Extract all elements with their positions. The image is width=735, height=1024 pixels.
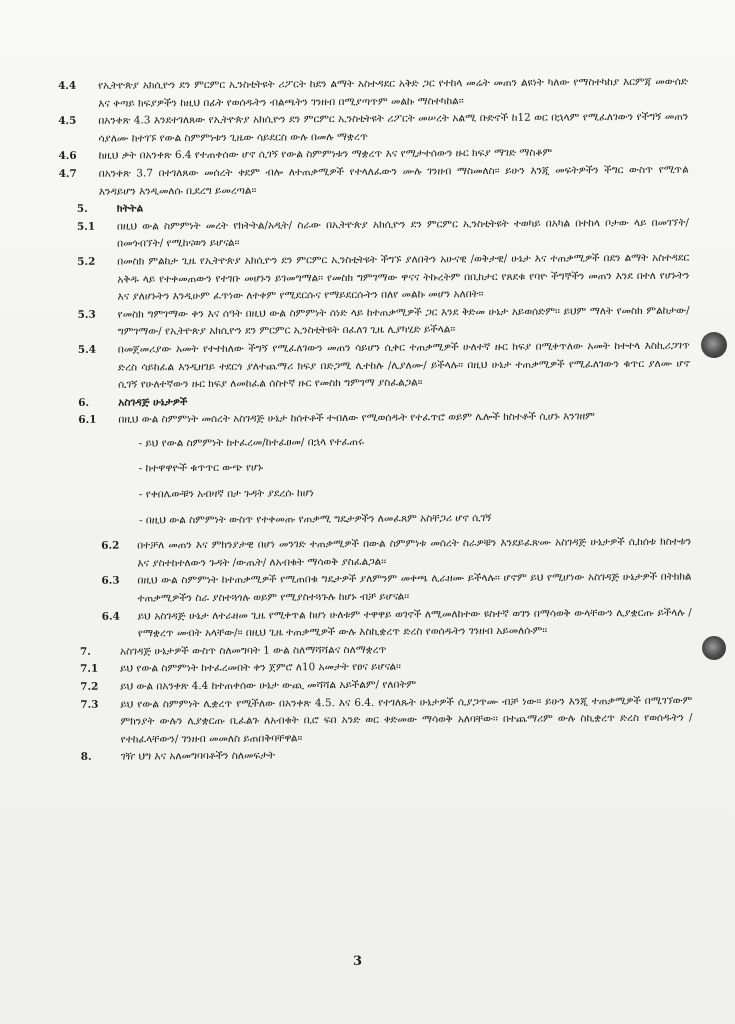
clause-number: 6.3 <box>101 575 120 588</box>
clause-7-3 <box>62 692 692 749</box>
clause-text: ይህ የውል ስምምነት ሊቋረጥ የሚችለው በአንቀጽ 4.5. እና 6.4. የተገለጹት ሁኔታዎች ሲያጋጥሙ ብቻ ነው፡፡ ይሁን እንጂ ተጠቃሚዎች በሚገኘውም ምክንያት ውሉን ሊያቋርጡ ቢፈልጉ ለአብቁት ቢሮ ፍበ አንድ ወር ቀድመው ማሳወቅ አለባቸው፡፡ በተጨማሪም ውሉ ስኪቋረጥ ድረስ የወሰዱትን /የተከፈላቸውን/ ገንዘብ መመለስ ይጠበቅባቸዋል፡፡ <box>120 694 693 746</box>
clause-number: 5.1 <box>76 220 96 233</box>
document-body <box>58 74 693 767</box>
clause-text: ገዥ ህግ እና አለመግባባቶችን ስለመፍታት <box>120 749 276 763</box>
clause-4-7 <box>59 162 689 202</box>
clause-number: 6. <box>78 396 90 409</box>
clause-5-2 <box>59 250 689 307</box>
clause-text: አስገዳጅ ሁኔታዎች <box>118 395 188 409</box>
clause-8 <box>63 745 693 767</box>
clause-number: 7.3 <box>80 698 99 711</box>
clause-5-3 <box>60 302 690 342</box>
clause-6-3 <box>61 569 691 609</box>
clause-text: አስገዳጅ ሁኔታዎች ውስጥ ስለመግባት 1 ውል ስለማሻሻልና ስለማቋረጥ <box>119 643 387 658</box>
clause-number: 5.4 <box>77 343 97 356</box>
clause-text: በዚህ ውል ስምምነት መሰረት አስገዳጅ ሁኔታ ከሰተቶች ተብለው የሚወሰዱት የተፈጥሮ ወይም ሌሎች ክስተቶች ሲሆኑ እንገዘም <box>118 410 595 426</box>
clause-number: 5.2 <box>77 255 96 268</box>
clause-number: 6.1 <box>78 414 97 427</box>
clause-number: 4.6 <box>58 150 77 163</box>
page-number: 3 <box>353 954 363 969</box>
clause-number: 4.4 <box>58 79 77 92</box>
clause-6-4 <box>62 604 692 644</box>
clause-text: የኢትዮጵያ አክሲዮን ደን ምርምር ኢንስቲትዩት ሪፖርት ከደን ልማት አስተዳደር አቅድ ጋር የተከላ መሬት መጠን ልዩነት ካለው የማስተካከያ እርምጃ መውሰድ እና ቀጣይ ክፍያዎችን ከዚህ በፊት የወሰዱትን ብልጫትን ገንዘብ በሚያጣጥም መልኩ ማስተካከል፡፡ <box>98 75 689 110</box>
clause-text: ይህ የውል ስምምነት ከተፈረመበት ቀን ጀምሮ ለ10 አመታት የፀና ይሆናል፡፡ <box>120 661 401 675</box>
clause-number: 5.3 <box>77 308 96 321</box>
clause-4-4 <box>58 74 688 114</box>
bullet-item: - በዚህ ውል ስምምነት ውስጥ የተቀመጡ የጠቃሚ ግዴታዎችን ለመፈጸም አስቸጋሪ ሆኖ ሲገኝ <box>139 511 492 527</box>
force-majeure-conditions <box>60 431 691 530</box>
clause-text: ይህ ውል በአንቀጽ 4.4 ከተጠቀሰው ሁኔታ ውጪ መሻሻል አይችልም/ የለበትም <box>120 678 417 693</box>
clause-number: 6.4 <box>101 610 120 623</box>
clause-number: 7.1 <box>80 663 99 676</box>
clause-text: በዚህ ውል ስምምነት መረት የክትትል/አዲት/ ስራው በኢትዮጵያ አክሲዮን ደን ምርምር ኢንስቲትዩት ተወካይ በአካል በተከላ ቦታው ላይ በመገኘት/በመጎብኘት/ የሚከናወን ይሆናል፡፡ <box>116 216 690 250</box>
clause-text: በአንቀጽ 3.7 በተገለጸው መሰረት ቀደም ብሎ ለተጠቃሚዎች የተላለፈውን ሙሉ ገንዘብ ማስመለስ፡፡ ይሁን እንጂ መፍትዎችን ችግር ውስጥ የሚጥል እንዳይሆን እንዲመለሱ ቢደረግ ይመረጣል፡፡ <box>98 163 689 198</box>
clause-5-4 <box>60 338 690 395</box>
bullet-item: - የቀበሌውቹን አብዛኛ በታ ጉዳት ያደረሱ ከሆነ <box>138 487 314 501</box>
clause-number: 4.7 <box>58 167 77 180</box>
clause-number: 7.2 <box>80 680 99 693</box>
clause-text: ይህ አስገዳጅ ሁኔታ ለተራዘመ ጊዜ የሚቀጥል ከሆነ ሁለቱም ተዋዋይ ወገኖች ለሚመለከተው ዩስተኛ ወገን በማሳወቅ ውላቸውን ሊያቋርጡ ይችላሉ /የማቋረጥ መብት አላቸው/፡፡ በዚህ ጊዜ ተጠቃሚዎች ውሉ እስኪቋረጥ ድረስ የወሰዱትን ገንዘብ አይመለሱም፡፡ <box>137 606 692 640</box>
clause-number: 4.5 <box>58 115 77 128</box>
binder-hole <box>702 636 726 660</box>
clause-text: ክትትል <box>116 202 144 215</box>
clause-6-2 <box>61 534 691 574</box>
clause-number: 6.2 <box>101 539 120 552</box>
clause-number: 5. <box>76 202 88 216</box>
clause-text: ከዚህ ቃት በአንቀጽ 6.4 የተጠቀሰው ሆኖ ሲገኝ የውል ስምምነቱን ማቋረጥ እና የሚታተሰውን ዙር ክፍያ ማገድ ማስቆም <box>98 146 553 163</box>
clause-4-5 <box>58 109 688 149</box>
binder-hole <box>701 332 727 358</box>
clause-text: በአንቀጽ 4.3 እንደተገለጸው የኢትዮጵያ አክሲዮን ደን ምርምር ኢንስቲትዩት ሪፖርት መሠረት አልሚ ቡድኖች ከ12 ወር በኋላም የሚፈለገውን የችግኝ መጠን ሳያለሙ ከተገኙ የውል ስምምነቱን ጊዜው ሳይደርስ ውሉ በመሉ ማቋረጥ <box>98 110 689 145</box>
clauses-section-4-6 <box>58 74 690 430</box>
clause-text: የመስክ ግምገማው ቀን እና ሰዓት በዚህ ውል ስምምነት ሰነድ ላይ ከተጠቃሚዎች ጋር እንደ ቅድመ ሁኔታ አይወሰድም፡፡ ይህም ማለት የመስክ ምልከታው/ግምገማው/ የኢትዮጵያ አክሲዮን ደን ምርምር ኢንስቲትዩት በፈለገ ጊዜ ሊያካሂድ ይችላል፡፡ <box>117 304 690 338</box>
clause-text: በተቻለ መጠን እና ምክንያታዊ በሆነ መንገድ ተጠቃሚዎች በውል ስምምነቱ መሰረት ስራዎቹን እንደይፈጽሙ አስገዳጅ ሁኔታዎች ሲከሰቱ ክስተቱን እና ያስተከተለውን ጉዳት /ውጤት/ ለአብቁት ማሳወቅ ያስፈልጋል፡፡ <box>137 535 692 570</box>
clause-number: 8. <box>80 751 92 764</box>
clauses-section-6-8 <box>61 534 693 767</box>
bullet-item: - ይህ የውል ስምምነት ከተፈረመ/ከተፈፀመ/ በኋላ የተፈጠሩ <box>138 435 364 450</box>
clause-number: 7. <box>79 645 91 658</box>
bullet-item: - ከተዋዋዮች ቁጥጥር ውጭ የሆኑ <box>138 462 264 475</box>
clause-text: በዚህ ውል ስምምነት ከተጠቃሚዎች የሚጠበቁ ግዴታዎች ያለምንም መቀጫ ሊራዘሙ ይችላሉ፡፡ ሆኖም ይህ የሚሆነው አስገዳጅ ሁኔታዎች በትክክል ተጠቃሚዎችን ስራ ያስተጓጎሉ ወይም የሚያስተጓጉሉ ከሆኑ ብቻ ይሆናል፡፡ <box>137 571 692 605</box>
clause-text: በመጀመሪያው አመት የተተከለው ችግኝ የሚፈለገውን መጠን ሳይሆን ሲቀር ተጠቃሚዎች ሁለተኛ ዙር ክፍያ በሚቀጥለው አመት ከተተላ እስኪሪጋገጥ ድረስ ሳይከፈል እንዲዘገይ ተደርጎ ያለተጨማሪ ክፍያ በድጋሚ ሊተከሉ /ሊያለሙ/ ይችላሉ፡፡ በዚህ ሁኔታ ተጠቃሚዎች የሚፈለገውን ቁጥር ያለሙ ሆኖ ሲገኝ የሁለተኛውን ዙር ክፍያ ለመከፈል ሰስተኛ ዙር የመስክ ግምገማ ያስፈልጋል፡፡ <box>117 339 691 391</box>
clause-text: በመስክ ምልከታ ጊዜ የኢትዮጵያ አክሲዮን ደን ምርምር ኢንስቲትዩት ችግኙ ያለበትን አሁናዊ /ወቅታዊ/ ሁኔታ እና ተጠቃሚዎች በደን ልማት አስተዳደር አቅዱ ላይ የተቀመጠውን የተገቡ መሆኑን ይገመግማል፡፡ የመስክ ግምገማው ዋናና ትኩረትም በቢከታር የጸደቁ የባዮ ችግኞችን መጠን እንደ በተለ የሆኑትን እና ያለሆኑትን እንዲሁም ፈጥነው ለተቀም የሚደርሱና የማይደርሱትን በለየ መልኩ መሆን አለበት፡፡ <box>117 251 690 303</box>
clause-5-1 <box>59 214 689 254</box>
clause-6-1 <box>60 408 690 430</box>
